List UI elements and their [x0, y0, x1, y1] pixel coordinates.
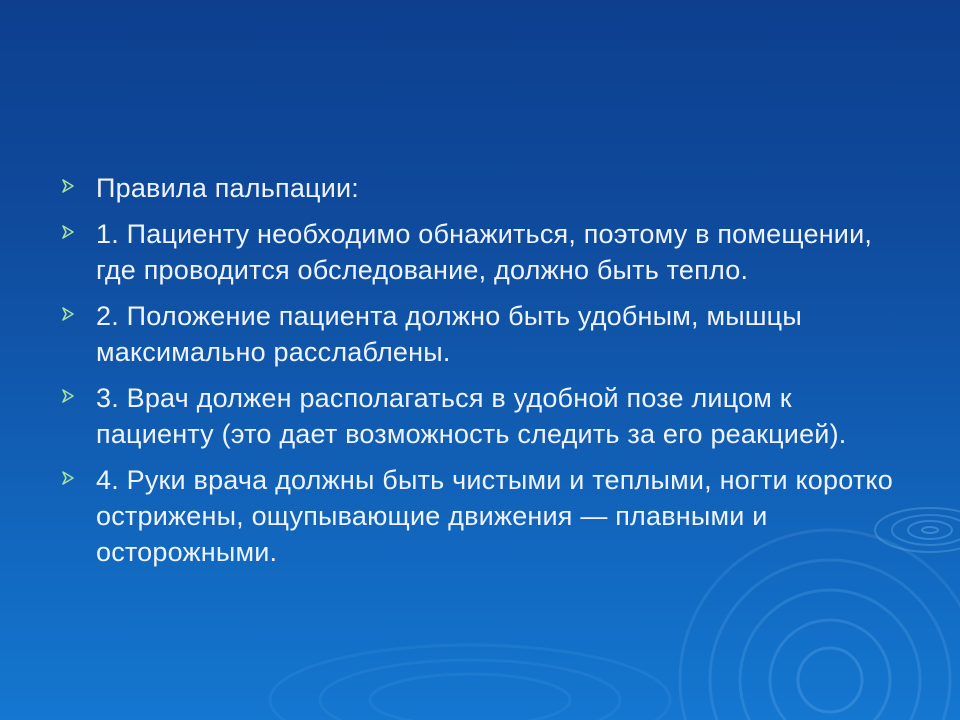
bullet-text: 3. Врач должен располагаться в удобной позе лицом к пациенту (это дает возможность следить за его реакцией). [96, 383, 847, 449]
arrowhead-bullet-icon [60, 306, 76, 322]
bullet-item [60, 298, 900, 370]
arrowhead-bullet-icon [60, 224, 76, 240]
slide-content [60, 170, 900, 580]
arrowhead-bullet-icon [60, 178, 76, 194]
arrowhead-bullet-icon [60, 470, 76, 486]
bullet-text: 2. Положение пациента должно быть удобным, мышцы максимально расслаблены. [96, 301, 802, 367]
bullet-text: Правила пальпации: [96, 173, 359, 203]
bullet-list [60, 170, 900, 570]
bullet-item [60, 380, 900, 452]
bullet-item [60, 462, 900, 570]
bullet-text: 4. Руки врача должны быть чистыми и теплыми, ногти коротко острижены, ощупывающие движения — плавными и осторожными. [96, 465, 893, 567]
bullet-item [60, 170, 900, 206]
bullet-item [60, 216, 900, 288]
arrowhead-bullet-icon [60, 388, 76, 404]
bullet-text: 1. Пациенту необходимо обнажиться, поэтому в помещении, где проводится обследование, должно быть тепло. [96, 219, 873, 285]
